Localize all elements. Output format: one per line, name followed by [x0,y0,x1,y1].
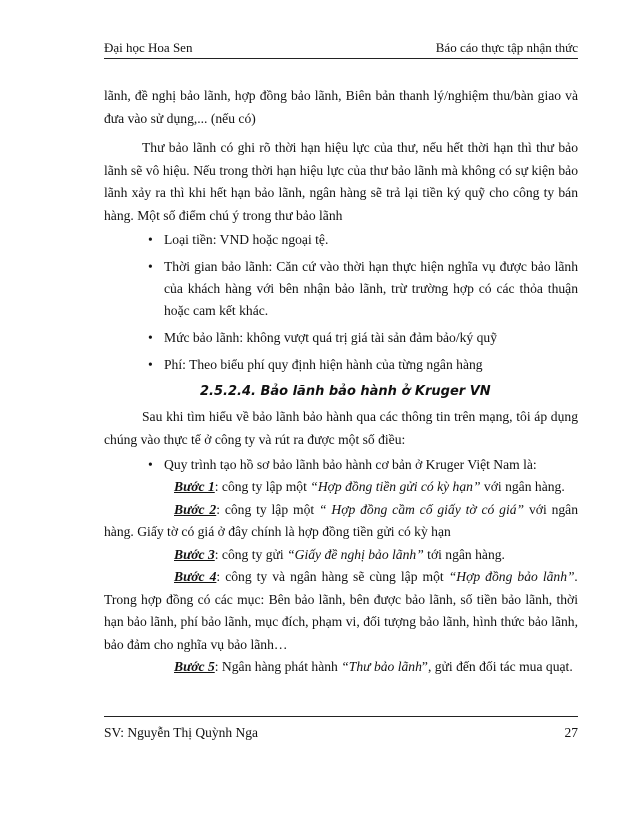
step-4: Bước 4: công ty và ngân hàng sẽ cùng lập một “Hợp đồng bảo lãnh”. Trong hợp đồng có các mục: Bên bảo lãnh, bên được bảo lãnh, số tiền bảo lãnh, thời hạn bảo lãnh, phí bảo lãnh, mục đích, phạm vi, đối tượng bảo lãnh, hình thức bảo lãnh, bảo đảm cho nghĩa vụ bảo lãnh… [104,569,578,652]
bullet-icon: • [148,330,153,345]
list-item: • Phí: Theo biểu phí quy định hiện hành của từng ngân hàng [104,354,578,376]
header-divider [104,58,578,59]
list-item: • Loại tiền: VND hoặc ngoại tệ. [104,229,578,251]
bullet-list-process [104,454,578,476]
page-body [104,85,578,679]
paragraph-continuation: lãnh, đề nghị bảo lãnh, hợp đồng bảo lãnh, Biên bản thanh lý/nghiệm thu/bàn giao và đưa vào sử dụng,... (nếu có) [104,88,578,126]
step-1: Bước 1: công ty lập một “Hợp đồng tiền gửi có kỳ hạn” với ngân hàng. [174,479,565,494]
list-item: • Mức bảo lãnh: không vượt quá trị giá tài sản đảm bảo/ký quỹ [104,327,578,349]
step-label: Bước 1 [174,479,215,494]
bullet-icon: • [148,457,153,472]
step-3: Bước 3: công ty gửi “Giấy đề nghị bảo lãnh” tới ngân hàng. [174,546,505,562]
steps-list [104,476,578,679]
footer-student-name: SV: Nguyễn Thị Quỳnh Nga [104,725,258,740]
step-label: Bước 2 [174,501,217,517]
step-5: Bước 5: Ngân hàng phát hành “Thư bảo lãnh”, gửi đến đối tác mua quạt. [174,659,573,674]
page-header [104,34,578,56]
bullet-icon: • [148,259,153,274]
step-label: Bước 5 [174,659,215,674]
header-university: Đại học Hoa Sen [104,40,193,55]
step-label: Bước 4 [174,569,217,584]
list-item: • Thời gian bảo lãnh: Căn cứ vào thời hạn thực hiện nghĩa vụ được bảo lãnh của khách hàng với bên nhận bảo lãnh, trừ trường hợp có các thỏa thuận hoặc cam kết khác. [104,256,578,322]
footer-divider [104,716,578,717]
header-report-title: Báo cáo thực tập nhận thức [435,40,578,55]
bullet-icon: • [148,232,153,247]
paragraph-application: Sau khi tìm hiểu về bảo lãnh bảo hành qua các thông tin trên mạng, tôi áp dụng chúng vào thực tế ở công ty và rút ra được một số điều: [104,409,578,447]
bullet-list-notes [104,229,578,376]
page-number: 27 [564,725,578,740]
page-footer [104,722,578,744]
bullet-icon: • [148,357,153,372]
section-heading: 2.5.2.4. Bảo lãnh bảo hành ở Kruger VN [200,384,491,399]
list-item: • Quy trình tạo hồ sơ bảo lãnh bảo hành cơ bản ở Kruger Việt Nam là: [104,454,578,476]
step-label: Bước 3 [174,546,215,562]
step-2: Bước 2: công ty lập một “ Hợp đồng cầm cố giấy tờ có giá” với ngân hàng. Giấy tờ có giá ở đây chính là hợp đồng tiền gửi có kỳ hạn [104,501,578,539]
paragraph-guarantee-letter: Thư bảo lãnh có ghi rõ thời hạn hiệu lực của thư, nếu hết thời hạn thì thư bảo lãnh sẽ vô hiệu. Nếu trong thời hạn hiệu lực của thư bảo lãnh mà không có sự kiện bảo lãnh xảy ra thì khi hết hạn bảo lãnh, ngân hàng sẽ trả lại tiền ký quỹ cho công ty bán hàng. Một số điểm chú ý trong thư bảo lãnh [104,140,578,223]
